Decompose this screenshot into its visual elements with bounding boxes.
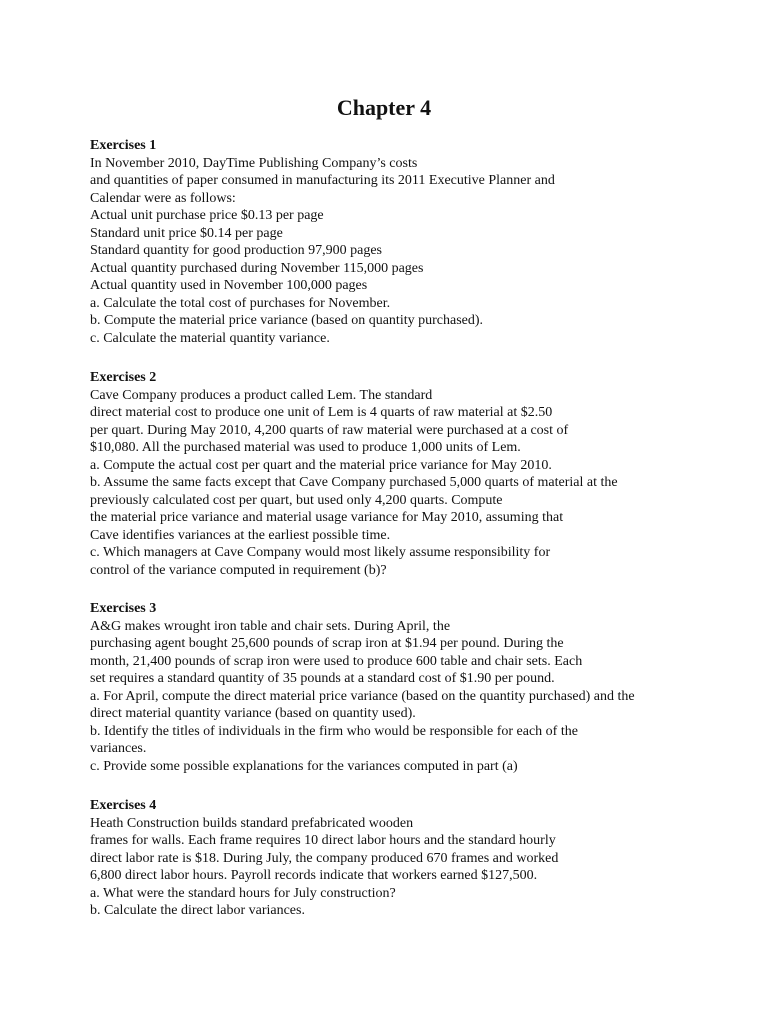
exercise-line: set requires a standard quantity of 35 pounds at a standard cost of $1.90 per pound. <box>90 671 555 686</box>
exercise-heading: Exercises 4 <box>90 798 157 813</box>
exercise-line: frames for walls. Each frame requires 10 direct labor hours and the standard hourly <box>90 833 556 848</box>
exercise-line: $10,080. All the purchased material was used to produce 1,000 units of Lem. <box>90 440 521 455</box>
exercise-line: Actual quantity used in November 100,000 pages <box>90 278 368 293</box>
question-b: b. Identify the titles of individuals in the firm who would be responsible for each of the <box>90 723 578 739</box>
chapter-title: Chapter 4 <box>336 95 432 120</box>
exercise-line: Calendar were as follows: <box>90 190 236 206</box>
question-c: c. Calculate the material quantity variance. <box>90 330 330 346</box>
exercise-line: A&G makes wrought iron table and chair sets. During April, the <box>90 618 451 634</box>
exercise-2 <box>90 369 730 579</box>
exercise-4 <box>90 797 730 920</box>
question-c: c. Provide some possible explanations for the variances computed in part (a) <box>90 758 518 774</box>
exercise-line: the material price variance and material usage variance for May 2010, assuming that <box>90 510 564 525</box>
exercise-line: Standard unit price $0.14 per page <box>90 225 283 241</box>
question-a: a. Calculate the total cost of purchases for November. <box>90 295 391 311</box>
exercise-line: Actual quantity purchased during November 115,000 pages <box>90 260 424 276</box>
exercise-heading: Exercises 2 <box>90 370 157 385</box>
exercise-line: purchasing agent bought 25,600 pounds of scrap iron at $1.94 per pound. During the <box>90 636 564 651</box>
exercise-line: direct material quantity variance (based on quantity used). <box>90 706 416 721</box>
question-b: b. Compute the material price variance (based on quantity purchased). <box>90 313 484 328</box>
exercise-line: Standard quantity for good production 97,900 pages <box>90 243 383 258</box>
exercise-line: Actual unit purchase price $0.13 per page <box>90 208 324 223</box>
question-a: a. What were the standard hours for July construction? <box>90 885 396 901</box>
question-a: a. Compute the actual cost per quart and the material price variance for May 2010. <box>90 457 552 473</box>
exercise-line: previously calculated cost per quart, but used only 4,200 quarts. Compute <box>90 492 503 508</box>
exercise-line: direct labor rate is $18. During July, the company produced 670 frames and worked <box>90 850 559 866</box>
exercise-line: per quart. During May 2010, 4,200 quarts of raw material were purchased at a cost of <box>90 422 569 438</box>
question-b: b. Assume the same facts except that Cave Company purchased 5,000 quarts of material at the <box>90 475 618 490</box>
exercise-3 <box>90 600 730 775</box>
exercise-line: month, 21,400 pounds of scrap iron were used to produce 600 table and chair sets. Each <box>90 653 583 669</box>
exercise-heading: Exercises 1 <box>90 138 157 153</box>
exercise-line: 6,800 direct labor hours. Payroll records indicate that workers earned $127,500. <box>90 868 538 883</box>
exercise-line: direct material cost to produce one unit of Lem is 4 quarts of raw material at $2.50 <box>90 405 553 420</box>
question-b: b. Calculate the direct labor variances. <box>90 903 305 918</box>
exercise-line: control of the variance computed in requirement (b)? <box>90 562 387 578</box>
exercise-line: In November 2010, DayTime Publishing Company’s costs <box>90 155 418 171</box>
question-c: c. Which managers at Cave Company would most likely assume responsibility for <box>90 545 551 560</box>
question-a: a. For April, compute the direct material price variance (based on the quantity purchased) and the <box>90 688 635 704</box>
exercise-line: Cave identifies variances at the earliest possible time. <box>90 527 391 543</box>
exercise-heading: Exercises 3 <box>90 601 157 616</box>
exercise-line: variances. <box>90 741 147 756</box>
exercise-line: Heath Construction builds standard prefabricated wooden <box>90 815 414 831</box>
exercise-line: Cave Company produces a product called Lem. The standard <box>90 387 433 403</box>
exercise-line: and quantities of paper consumed in manufacturing its 2011 Executive Planner and <box>90 173 555 188</box>
exercise-1 <box>90 137 730 347</box>
